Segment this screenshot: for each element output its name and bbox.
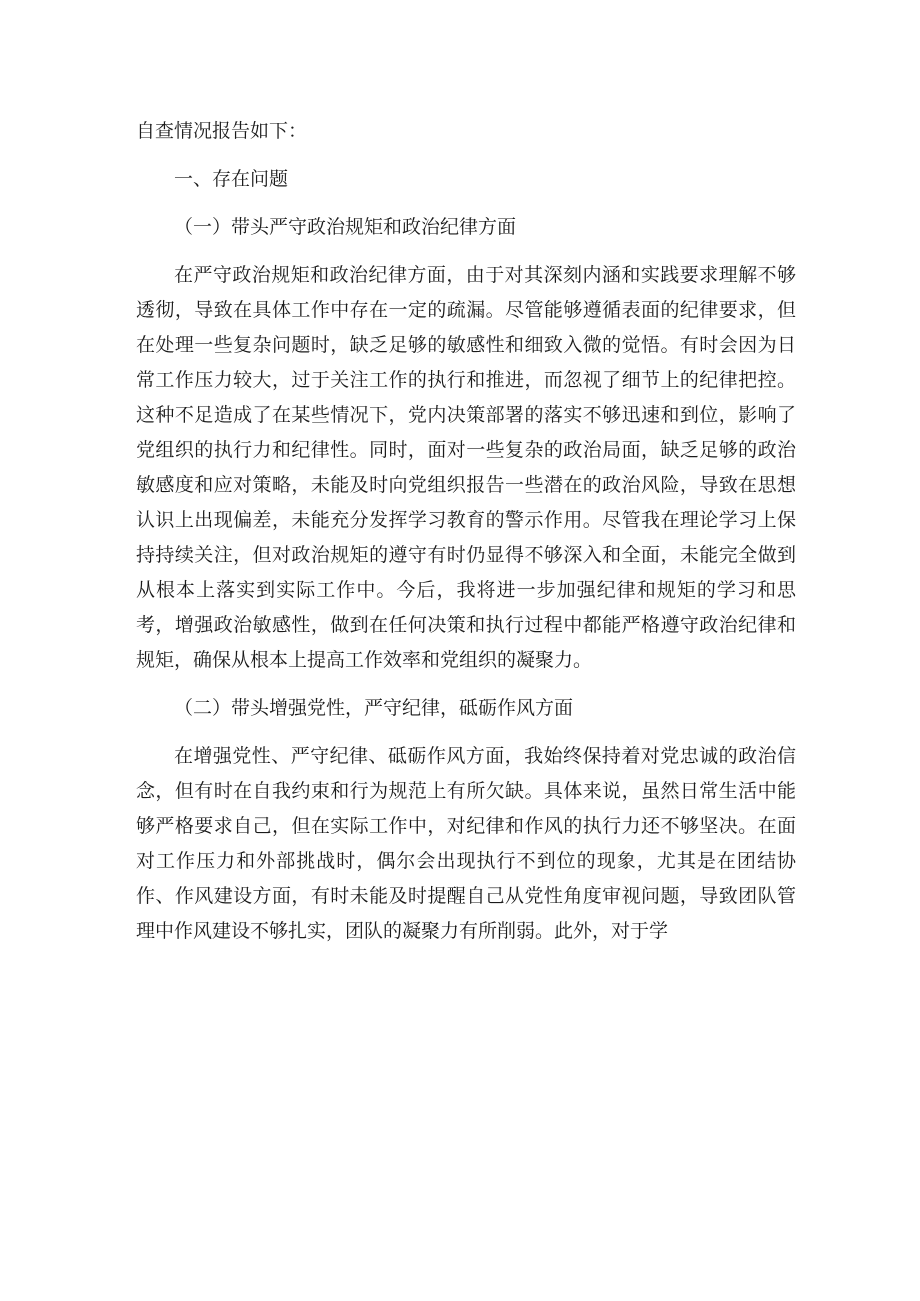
subsection-1-paragraph: 在严守政治规矩和政治纪律方面，由于对其深刻内涵和实践要求理解不够透彻，导致在具体工作中存在一定的疏漏。尽管能够遵循表面的纪律要求，但在处理一些复杂问题时，缺乏足够的敏感性和细致入微的觉悟。有时会因为日常工作压力较大，过于关注工作的执行和推进，而忽视了细节上的纪律把控。这种不足造成了在某些情况下，党内决策部署的落实不够迅速和到位，影响了党组织的执行力和纪律性。同时，面对一些复杂的政治局面，缺乏足够的政治敏感度和应对策略，未能及时向党组织报告一些潜在的政治风险，导致在思想认识上出现偏差，未能充分发挥学习教育的警示作用。尽管我在理论学习上保持持续关注，但对政治规矩的遵守有时仍显得不够深入和全面，未能完全做到从根本上落实到实际工作中。今后，我将进一步加强纪律和规矩的学习和思考，增强政治敏感性，做到在任何决策和执行过程中都能严格遵守政治纪律和规矩，确保从根本上提高工作效率和党组织的凝聚力。	[136, 264, 796, 671]
subsection-heading-2: （二）带头增强党性，严守纪律，砥砺作风方面	[174, 697, 574, 719]
intro-line: 自查情况报告如下：	[136, 120, 308, 142]
subsection-2-paragraph: 在增强党性、严守纪律、砥砺作风方面，我始终保持着对党忠诚的政治信念，但有时在自我约束和行为规范上有所欠缺。具体来说，虽然日常生活中能够严格要求自己，但在实际工作中，对纪律和作风的执行力还不够坚决。在面对工作压力和外部挑战时，偶尔会出现执行不到位的现象，尤其是在团结协作、作风建设方面，有时未能及时提醒自己从党性角度审视问题，导致团队管理中作风建设不够扎实，团队的凝聚力有所削弱。此外，对于学	[136, 745, 796, 942]
subsection-heading-1: （一）带头严守政治规矩和政治纪律方面	[174, 216, 517, 238]
section-heading-problems: 一、存在问题	[174, 168, 289, 190]
document-body	[136, 114, 796, 949]
